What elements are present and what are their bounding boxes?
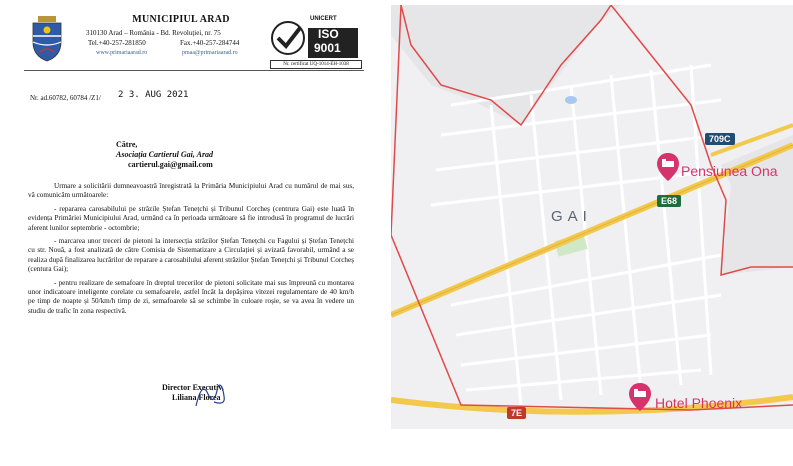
letter-paragraph: Urmare a solicitării dumneavoastră înregistrată la Primăria Municipiului Arad cu numărul de mai sus, vă comunicăm următoarele: [28,182,354,200]
reference-number: Nr. ad.60782, 60784 /Z1/ [30,94,101,102]
letter-paragraph: - marcarea unor treceri de pietoni la intersecția străzilor Ștefan Tenețchi cu Fagului și Ștefan Tenețchi cu str. Nouă, a fost analizată de către Comisia de Sistematizare a Circulației și avizată favorabil, urmând a se realiza după finalizarea lucrărilor de reparare a carosabilului aferent străzilor Ștefan Tenețchi și Tribunul Corcheș (centura Gai); [28,237,354,274]
iso-brand: UNICERT [310,16,337,22]
road-shield-709c: 709C [705,133,735,145]
official-letter [0,0,372,466]
institution-email-link[interactable]: pmaa@primariaarad.ro [182,50,238,56]
recipient-name: Asociația Cartierul Gai, Arad [116,150,214,159]
poi-hotel-phoenix[interactable]: Hotel Phoenix [655,395,743,411]
handwritten-signature [192,376,232,412]
recipient-email: cartierul.gai@gmail.com [128,160,213,169]
iso-number: 9001 [314,41,341,55]
institution-address: 310130 Arad – România - Bd. Revoluției, nr. 75 [86,29,221,37]
letter-body [28,182,354,320]
header-divider [24,70,364,71]
institution-phone: Tel.+40-257-281850 [88,39,146,47]
hotel-pin-icon[interactable] [629,383,651,411]
map-view[interactable] [391,5,793,429]
signer-title: Director Executiv, [162,383,224,392]
road-shield-7e: 7E [507,407,526,419]
institution-name: MUNICIPIUL ARAD [132,14,230,25]
institution-fax: Fax.+40-257-284744 [180,39,240,47]
iso-label: ISO [318,27,339,41]
map-canvas [391,5,793,429]
district-label: GAI [551,208,592,225]
letter-paragraph: - pentru realizare de semafoare în dreptul trecerilor de pietoni solicitate mai sus împreună cu montarea unor indicatoare inteligente corelate cu semafoarele, astfel încât la depășirea vitezei regulamentare de 40 km/h pe timp de noapte și 50/km/h timp de zi, semafoarele să se schimbe în culoare roșie, se va avea în vedere un studiu de trafic în zona respectivă. [28,278,354,315]
poi-pensiunea-ona[interactable]: Pensiunea Ona [681,163,778,179]
to-label: Către, [116,140,138,149]
institution-website-link[interactable]: www.primariaarad.ro [96,50,148,56]
iso-certificate-number: Nr. certificat UQ-1014-EH-1038 [270,60,362,69]
coat-of-arms-icon [30,16,64,62]
letter-paragraph: - repararea carosabilului pe străzile Ștefan Tenețchi și Tribunul Corcheș (centrura Gai) este luată în evidența Primăriei Municipiului Arad, urmând ca în perioada următoare să fie introdusă în programul de lucrări aferent lunilor septembrie - octombrie; [28,204,354,232]
hotel-pin-icon[interactable] [657,153,679,181]
signer-name: Liliana Florea [172,393,221,402]
reference-date-stamp: 2 3. AUG 2021 [118,90,189,100]
road-shield-e68: E68 [657,195,681,207]
